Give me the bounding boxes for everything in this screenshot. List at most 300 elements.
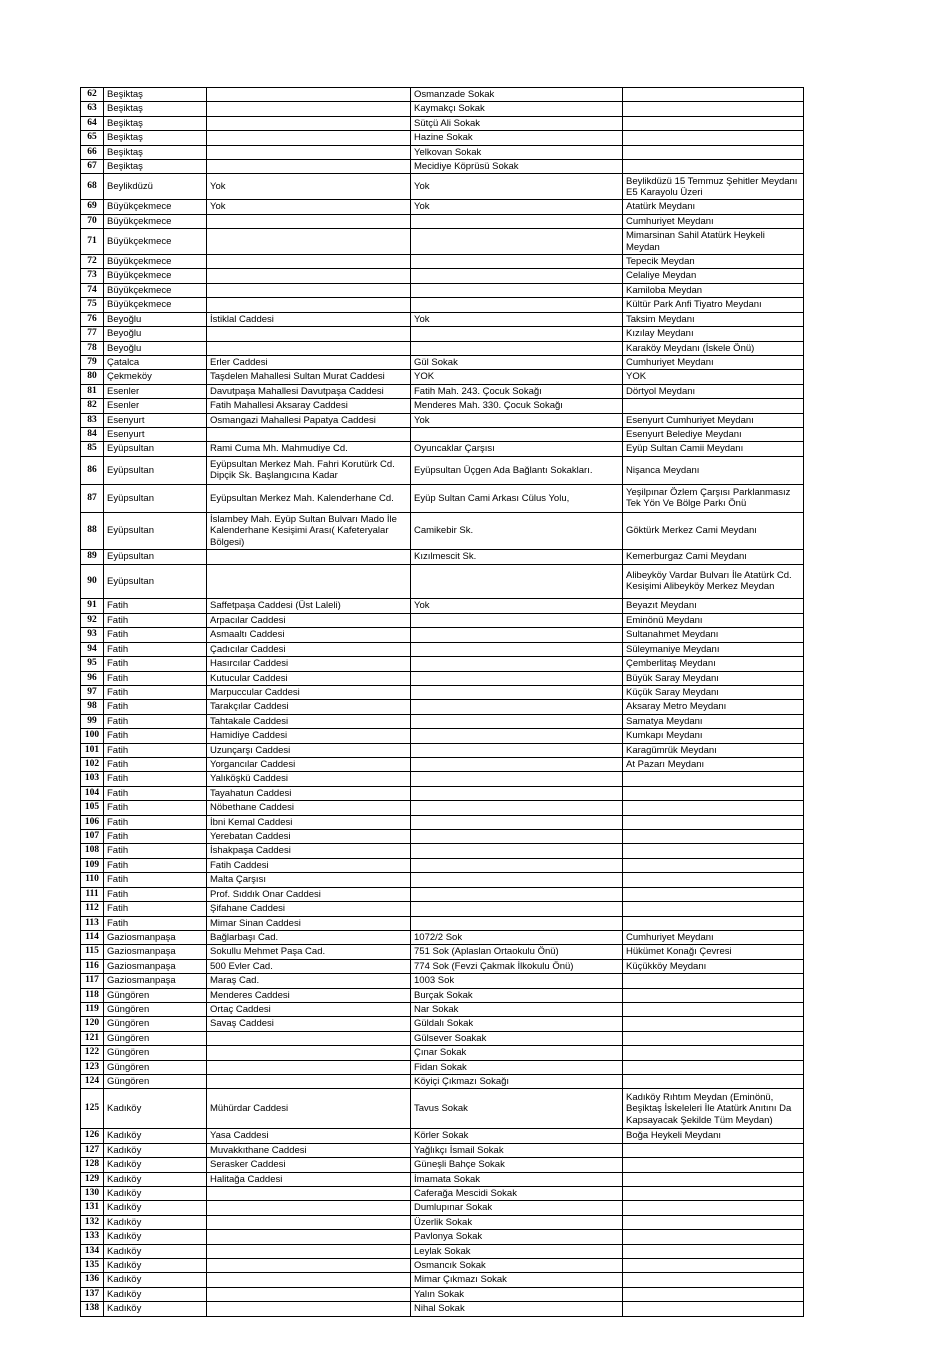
cadde-cell	[207, 145, 411, 159]
district-cell: Güngören	[104, 1002, 207, 1016]
meydan-cell: Cumhuriyet Meydanı	[623, 355, 804, 369]
cadde-cell: Şifahane Caddesi	[207, 902, 411, 916]
cadde-cell: Uzunçarşı Caddesi	[207, 743, 411, 757]
table-row	[81, 988, 804, 1002]
district-cell: Fatih	[104, 801, 207, 815]
row-number-cell: 70	[81, 214, 104, 228]
row-number-cell: 79	[81, 355, 104, 369]
row-number-cell: 77	[81, 327, 104, 341]
cadde-cell	[207, 1273, 411, 1287]
sokak-cell: Yok	[411, 174, 623, 200]
district-cell: Kadıköy	[104, 1201, 207, 1215]
row-number-cell: 87	[81, 484, 104, 512]
district-cell: Fatih	[104, 743, 207, 757]
cadde-cell: Yerebatan Caddesi	[207, 830, 411, 844]
table-row	[81, 598, 804, 613]
cadde-cell	[207, 102, 411, 116]
cadde-cell	[207, 298, 411, 312]
district-cell: Fatih	[104, 916, 207, 930]
row-number-cell: 95	[81, 657, 104, 671]
cadde-cell: Menderes Caddesi	[207, 988, 411, 1002]
district-cell: Beşiktaş	[104, 160, 207, 174]
meydan-cell	[623, 1230, 804, 1244]
table-row	[81, 974, 804, 988]
district-cell: Kadıköy	[104, 1089, 207, 1129]
district-cell: Beşiktaş	[104, 88, 207, 102]
row-number-cell: 74	[81, 283, 104, 297]
district-cell: Kadıköy	[104, 1287, 207, 1301]
table-row	[81, 1244, 804, 1258]
meydan-cell: Hükümet Konağı Çevresi	[623, 945, 804, 959]
table-row	[81, 1230, 804, 1244]
sokak-cell	[411, 686, 623, 700]
cadde-cell	[207, 1215, 411, 1229]
cadde-cell	[207, 1031, 411, 1045]
table-row	[81, 1089, 804, 1129]
sokak-cell	[411, 564, 623, 598]
table-row	[81, 902, 804, 916]
sokak-cell: Fidan Sokak	[411, 1060, 623, 1074]
sokak-cell	[411, 327, 623, 341]
sokak-cell	[411, 858, 623, 872]
sokak-cell: Eyüp Sultan Cami Arkası Cülus Yolu,	[411, 484, 623, 512]
cadde-cell: Kutucular Caddesi	[207, 671, 411, 685]
district-cell: Beşiktaş	[104, 145, 207, 159]
table-row	[81, 312, 804, 326]
row-number-cell: 73	[81, 269, 104, 283]
cadde-cell: Serasker Caddesi	[207, 1158, 411, 1172]
table-row	[81, 229, 804, 255]
table-row	[81, 729, 804, 743]
sokak-cell: Yok	[411, 413, 623, 427]
row-number-cell: 94	[81, 642, 104, 656]
row-number-cell: 88	[81, 512, 104, 549]
meydan-cell	[623, 88, 804, 102]
district-cell: Fatih	[104, 758, 207, 772]
table-row	[81, 959, 804, 973]
sokak-cell: Tavus Sokak	[411, 1089, 623, 1129]
sokak-cell: Hazine Sokak	[411, 131, 623, 145]
sokak-cell: Yağlıkçı İsmail Sokak	[411, 1143, 623, 1157]
cadde-cell	[207, 1259, 411, 1273]
district-cell: Fatih	[104, 815, 207, 829]
meydan-cell	[623, 1017, 804, 1031]
table-row	[81, 1187, 804, 1201]
cadde-cell: Savaş Caddesi	[207, 1017, 411, 1031]
sokak-cell	[411, 902, 623, 916]
row-number-cell: 138	[81, 1302, 104, 1316]
table-row	[81, 214, 804, 228]
district-cell: Fatih	[104, 700, 207, 714]
district-cell: Fatih	[104, 714, 207, 728]
district-cell: Fatih	[104, 887, 207, 901]
district-cell: Fatih	[104, 657, 207, 671]
table-row	[81, 341, 804, 355]
sokak-cell: Oyuncaklar Çarşısı	[411, 442, 623, 456]
sokak-cell: Fatih Mah. 243. Çocuk Sokağı	[411, 384, 623, 398]
sokak-cell: İmamata Sokak	[411, 1172, 623, 1186]
meydan-cell: Sultanahmet Meydanı	[623, 628, 804, 642]
district-cell: Fatih	[104, 786, 207, 800]
meydan-cell	[623, 902, 804, 916]
cadde-cell: Eyüpsultan Merkez Mah. Fahri Korutürk Cd. Dipçik Sk. Başlangıcına Kadar	[207, 456, 411, 484]
sokak-cell: Osmanzade Sokak	[411, 88, 623, 102]
district-cell: Eyüpsultan	[104, 442, 207, 456]
sokak-cell: Dumlupınar Sokak	[411, 1201, 623, 1215]
district-cell: Büyükçekmece	[104, 269, 207, 283]
meydan-cell	[623, 1259, 804, 1273]
district-cell: Güngören	[104, 1046, 207, 1060]
row-number-cell: 137	[81, 1287, 104, 1301]
district-cell: Beyoğlu	[104, 341, 207, 355]
sokak-cell	[411, 341, 623, 355]
meydan-cell	[623, 988, 804, 1002]
cadde-cell	[207, 327, 411, 341]
meydan-cell	[623, 160, 804, 174]
cadde-cell: İslambey Mah. Eyüp Sultan Bulvarı Mado İle Kalenderhane Kesişimi Arası( Kafeteryalar Bölgesi)	[207, 512, 411, 549]
sokak-cell: Gül Sokak	[411, 355, 623, 369]
sokak-cell: Körler Sokak	[411, 1129, 623, 1143]
table-row	[81, 1031, 804, 1045]
district-cell: Güngören	[104, 1017, 207, 1031]
table-row	[81, 801, 804, 815]
sokak-cell: Osmancık Sokak	[411, 1259, 623, 1273]
row-number-cell: 126	[81, 1129, 104, 1143]
table-row	[81, 873, 804, 887]
meydan-cell: Nişanca Meydanı	[623, 456, 804, 484]
district-cell: Fatih	[104, 642, 207, 656]
sokak-cell	[411, 269, 623, 283]
meydan-cell	[623, 1158, 804, 1172]
cadde-cell: Osmangazi Mahallesi Papatya Caddesi	[207, 413, 411, 427]
sokak-cell: Çınar Sokak	[411, 1046, 623, 1060]
cadde-cell: Rami Cuma Mh. Mahmudiye Cd.	[207, 442, 411, 456]
district-cell: Eyüpsultan	[104, 512, 207, 549]
row-number-cell: 86	[81, 456, 104, 484]
table-row	[81, 1046, 804, 1060]
district-cell: Esenler	[104, 384, 207, 398]
table-row	[81, 102, 804, 116]
row-number-cell: 75	[81, 298, 104, 312]
cadde-cell	[207, 1187, 411, 1201]
cadde-cell: Yasa Caddesi	[207, 1129, 411, 1143]
table-row	[81, 1201, 804, 1215]
table-row	[81, 269, 804, 283]
sokak-cell	[411, 830, 623, 844]
table-row	[81, 131, 804, 145]
row-number-cell: 67	[81, 160, 104, 174]
district-cell: Fatih	[104, 613, 207, 627]
meydan-cell: Eminönü Meydanı	[623, 613, 804, 627]
meydan-cell	[623, 815, 804, 829]
sokak-cell	[411, 657, 623, 671]
cadde-cell: Erler Caddesi	[207, 355, 411, 369]
table-row	[81, 298, 804, 312]
row-number-cell: 113	[81, 916, 104, 930]
row-number-cell: 128	[81, 1158, 104, 1172]
cadde-cell	[207, 1230, 411, 1244]
district-cell: Gaziosmanpaşa	[104, 930, 207, 944]
district-cell: Fatih	[104, 686, 207, 700]
meydan-cell	[623, 145, 804, 159]
row-number-cell: 124	[81, 1074, 104, 1088]
row-number-cell: 93	[81, 628, 104, 642]
table-row	[81, 355, 804, 369]
district-cell: Eyüpsultan	[104, 549, 207, 564]
table-row	[81, 1129, 804, 1143]
meydan-cell: Karaköy Meydanı (İskele Önü)	[623, 341, 804, 355]
sokak-cell: 1072/2 Sok	[411, 930, 623, 944]
meydan-cell: Cumhuriyet Meydanı	[623, 930, 804, 944]
table-row	[81, 200, 804, 214]
meydan-cell: Küçük Saray Meydanı	[623, 686, 804, 700]
meydan-cell	[623, 1060, 804, 1074]
table-row	[81, 327, 804, 341]
district-cell: Esenyurt	[104, 413, 207, 427]
meydan-cell	[623, 916, 804, 930]
row-number-cell: 90	[81, 564, 104, 598]
sokak-cell	[411, 714, 623, 728]
district-cell: Güngören	[104, 988, 207, 1002]
table-row	[81, 116, 804, 130]
sokak-cell	[411, 700, 623, 714]
table-row	[81, 1172, 804, 1186]
district-cell: Kadıköy	[104, 1302, 207, 1316]
row-number-cell: 82	[81, 399, 104, 413]
row-number-cell: 121	[81, 1031, 104, 1045]
district-cell: Güngören	[104, 1031, 207, 1045]
row-number-cell: 131	[81, 1201, 104, 1215]
district-cell: Güngören	[104, 1060, 207, 1074]
table-row	[81, 413, 804, 427]
row-number-cell: 78	[81, 341, 104, 355]
cadde-cell: Taşdelen Mahallesi Sultan Murat Caddesi	[207, 370, 411, 384]
sokak-cell: Yok	[411, 598, 623, 613]
district-cell: Büyükçekmece	[104, 229, 207, 255]
sokak-cell: Camikebir Sk.	[411, 512, 623, 549]
sokak-cell: Mecidiye Köprüsü Sokak	[411, 160, 623, 174]
row-number-cell: 119	[81, 1002, 104, 1016]
sokak-cell: Gülsever Soakak	[411, 1031, 623, 1045]
row-number-cell: 122	[81, 1046, 104, 1060]
meydan-cell: Kemerburgaz Cami Meydanı	[623, 549, 804, 564]
cadde-cell	[207, 88, 411, 102]
sokak-cell: 751 Sok (Aplaslan Ortaokulu Önü)	[411, 945, 623, 959]
meydan-cell	[623, 844, 804, 858]
district-cell: Büyükçekmece	[104, 298, 207, 312]
table-row	[81, 456, 804, 484]
sokak-cell	[411, 628, 623, 642]
meydan-cell	[623, 873, 804, 887]
sokak-cell: Burçak Sokak	[411, 988, 623, 1002]
district-cell: Fatih	[104, 858, 207, 872]
row-number-cell: 91	[81, 598, 104, 613]
table-row	[81, 174, 804, 200]
sokak-cell	[411, 786, 623, 800]
cadde-cell: Ortaç Caddesi	[207, 1002, 411, 1016]
cadde-cell: Mühürdar Caddesi	[207, 1089, 411, 1129]
meydan-cell: YOK	[623, 370, 804, 384]
meydan-cell: Kültür Park Anfi Tiyatro Meydanı	[623, 298, 804, 312]
row-number-cell: 130	[81, 1187, 104, 1201]
cadde-cell: Tarakçılar Caddesi	[207, 700, 411, 714]
row-number-cell: 89	[81, 549, 104, 564]
districts-streets-squares-table	[80, 87, 804, 1317]
sokak-cell: YOK	[411, 370, 623, 384]
cadde-cell	[207, 214, 411, 228]
row-number-cell: 132	[81, 1215, 104, 1229]
row-number-cell: 102	[81, 758, 104, 772]
cadde-cell	[207, 1201, 411, 1215]
meydan-cell	[623, 1172, 804, 1186]
row-number-cell: 69	[81, 200, 104, 214]
district-cell: Güngören	[104, 1074, 207, 1088]
row-number-cell: 64	[81, 116, 104, 130]
meydan-cell: Alibeyköy Vardar Bulvarı İle Atatürk Cd. Kesişimi Alibeyköy Merkez Meydan	[623, 564, 804, 598]
table-row	[81, 916, 804, 930]
meydan-cell: Celaliye Meydan	[623, 269, 804, 283]
district-cell: Beşiktaş	[104, 116, 207, 130]
cadde-cell	[207, 160, 411, 174]
row-number-cell: 112	[81, 902, 104, 916]
meydan-cell: Eyüp Sultan Camii Meydanı	[623, 442, 804, 456]
district-cell: Fatih	[104, 873, 207, 887]
table-row	[81, 283, 804, 297]
cadde-cell: Yorgancılar Caddesi	[207, 758, 411, 772]
district-cell: Kadıköy	[104, 1172, 207, 1186]
table-row	[81, 442, 804, 456]
district-cell: Gaziosmanpaşa	[104, 959, 207, 973]
sokak-cell: Güldalı Sokak	[411, 1017, 623, 1031]
sokak-cell: Leylak Sokak	[411, 1244, 623, 1258]
cadde-cell: Muvakkıthane Caddesi	[207, 1143, 411, 1157]
cadde-cell: Yok	[207, 174, 411, 200]
sokak-cell	[411, 916, 623, 930]
table-row	[81, 686, 804, 700]
row-number-cell: 98	[81, 700, 104, 714]
table-row	[81, 1060, 804, 1074]
meydan-cell	[623, 858, 804, 872]
cadde-cell: Arpacılar Caddesi	[207, 613, 411, 627]
row-number-cell: 76	[81, 312, 104, 326]
sokak-cell: Yelkovan Sokak	[411, 145, 623, 159]
cadde-cell	[207, 1302, 411, 1316]
meydan-cell: Esenyurt Belediye Meydanı	[623, 427, 804, 441]
district-cell: Eyüpsultan	[104, 564, 207, 598]
cadde-cell: Çadıcılar Caddesi	[207, 642, 411, 656]
district-cell: Büyükçekmece	[104, 214, 207, 228]
sokak-cell	[411, 671, 623, 685]
meydan-cell: Beyazıt Meydanı	[623, 598, 804, 613]
cadde-cell	[207, 1046, 411, 1060]
table-row	[81, 628, 804, 642]
table-row	[81, 613, 804, 627]
district-cell: Kadıköy	[104, 1259, 207, 1273]
table-row	[81, 1017, 804, 1031]
sokak-cell	[411, 298, 623, 312]
sokak-cell: Eyüpsultan Üçgen Ada Bağlantı Sokakları.	[411, 456, 623, 484]
row-number-cell: 118	[81, 988, 104, 1002]
table-row	[81, 564, 804, 598]
row-number-cell: 100	[81, 729, 104, 743]
sokak-cell	[411, 758, 623, 772]
cadde-cell: Halitağa Caddesi	[207, 1172, 411, 1186]
cadde-cell	[207, 549, 411, 564]
sokak-cell: Yalın Sokak	[411, 1287, 623, 1301]
sokak-cell	[411, 427, 623, 441]
row-number-cell: 85	[81, 442, 104, 456]
cadde-cell	[207, 1287, 411, 1301]
meydan-cell: Beylikdüzü 15 Temmuz Şehitler Meydanı E5 Karayolu Üzeri	[623, 174, 804, 200]
cadde-cell: Mimar Sinan Caddesi	[207, 916, 411, 930]
sokak-cell: Köyiçi Çıkmazı Sokağı	[411, 1074, 623, 1088]
cadde-cell: Tayahatun Caddesi	[207, 786, 411, 800]
cadde-cell: Hasırcılar Caddesi	[207, 657, 411, 671]
table-row	[81, 512, 804, 549]
table-row	[81, 772, 804, 786]
sokak-cell: Yok	[411, 200, 623, 214]
row-number-cell: 116	[81, 959, 104, 973]
table-row	[81, 160, 804, 174]
cadde-cell	[207, 427, 411, 441]
cadde-cell: Saffetpaşa Caddesi (Üst Laleli)	[207, 598, 411, 613]
meydan-cell	[623, 801, 804, 815]
sokak-cell	[411, 873, 623, 887]
row-number-cell: 104	[81, 786, 104, 800]
row-number-cell: 133	[81, 1230, 104, 1244]
table-row	[81, 1273, 804, 1287]
meydan-cell	[623, 1244, 804, 1258]
meydan-cell: Büyük Saray Meydanı	[623, 671, 804, 685]
meydan-cell	[623, 1031, 804, 1045]
cadde-cell: Fatih Mahallesi Aksaray Caddesi	[207, 399, 411, 413]
meydan-cell: Mimarsinan Sahil Atatürk Heykeli Meydan	[623, 229, 804, 255]
row-number-cell: 134	[81, 1244, 104, 1258]
cadde-cell	[207, 255, 411, 269]
meydan-cell: Taksim Meydanı	[623, 312, 804, 326]
sokak-cell	[411, 844, 623, 858]
row-number-cell: 105	[81, 801, 104, 815]
meydan-cell	[623, 772, 804, 786]
table-row	[81, 1215, 804, 1229]
sokak-cell	[411, 229, 623, 255]
meydan-cell: Boğa Heykeli Meydanı	[623, 1129, 804, 1143]
meydan-cell	[623, 830, 804, 844]
cadde-cell	[207, 283, 411, 297]
meydan-cell: Karagümrük Meydanı	[623, 743, 804, 757]
row-number-cell: 92	[81, 613, 104, 627]
sokak-cell: Nar Sokak	[411, 1002, 623, 1016]
cadde-cell: İshakpaşa Caddesi	[207, 844, 411, 858]
cadde-cell: İstiklal Caddesi	[207, 312, 411, 326]
meydan-cell: Süleymaniye Meydanı	[623, 642, 804, 656]
meydan-cell: Göktürk Merkez Cami Meydanı	[623, 512, 804, 549]
district-cell: Çatalca	[104, 355, 207, 369]
table-row	[81, 930, 804, 944]
meydan-cell: Küçükköy Meydanı	[623, 959, 804, 973]
district-cell: Eyüpsultan	[104, 456, 207, 484]
meydan-cell	[623, 1201, 804, 1215]
table-body	[81, 88, 804, 1317]
meydan-cell	[623, 1215, 804, 1229]
meydan-cell	[623, 1287, 804, 1301]
row-number-cell: 109	[81, 858, 104, 872]
district-cell: Beşiktaş	[104, 131, 207, 145]
table-row	[81, 1002, 804, 1016]
district-cell: Esenyurt	[104, 427, 207, 441]
meydan-cell: At Pazarı Meydanı	[623, 758, 804, 772]
sokak-cell	[411, 642, 623, 656]
